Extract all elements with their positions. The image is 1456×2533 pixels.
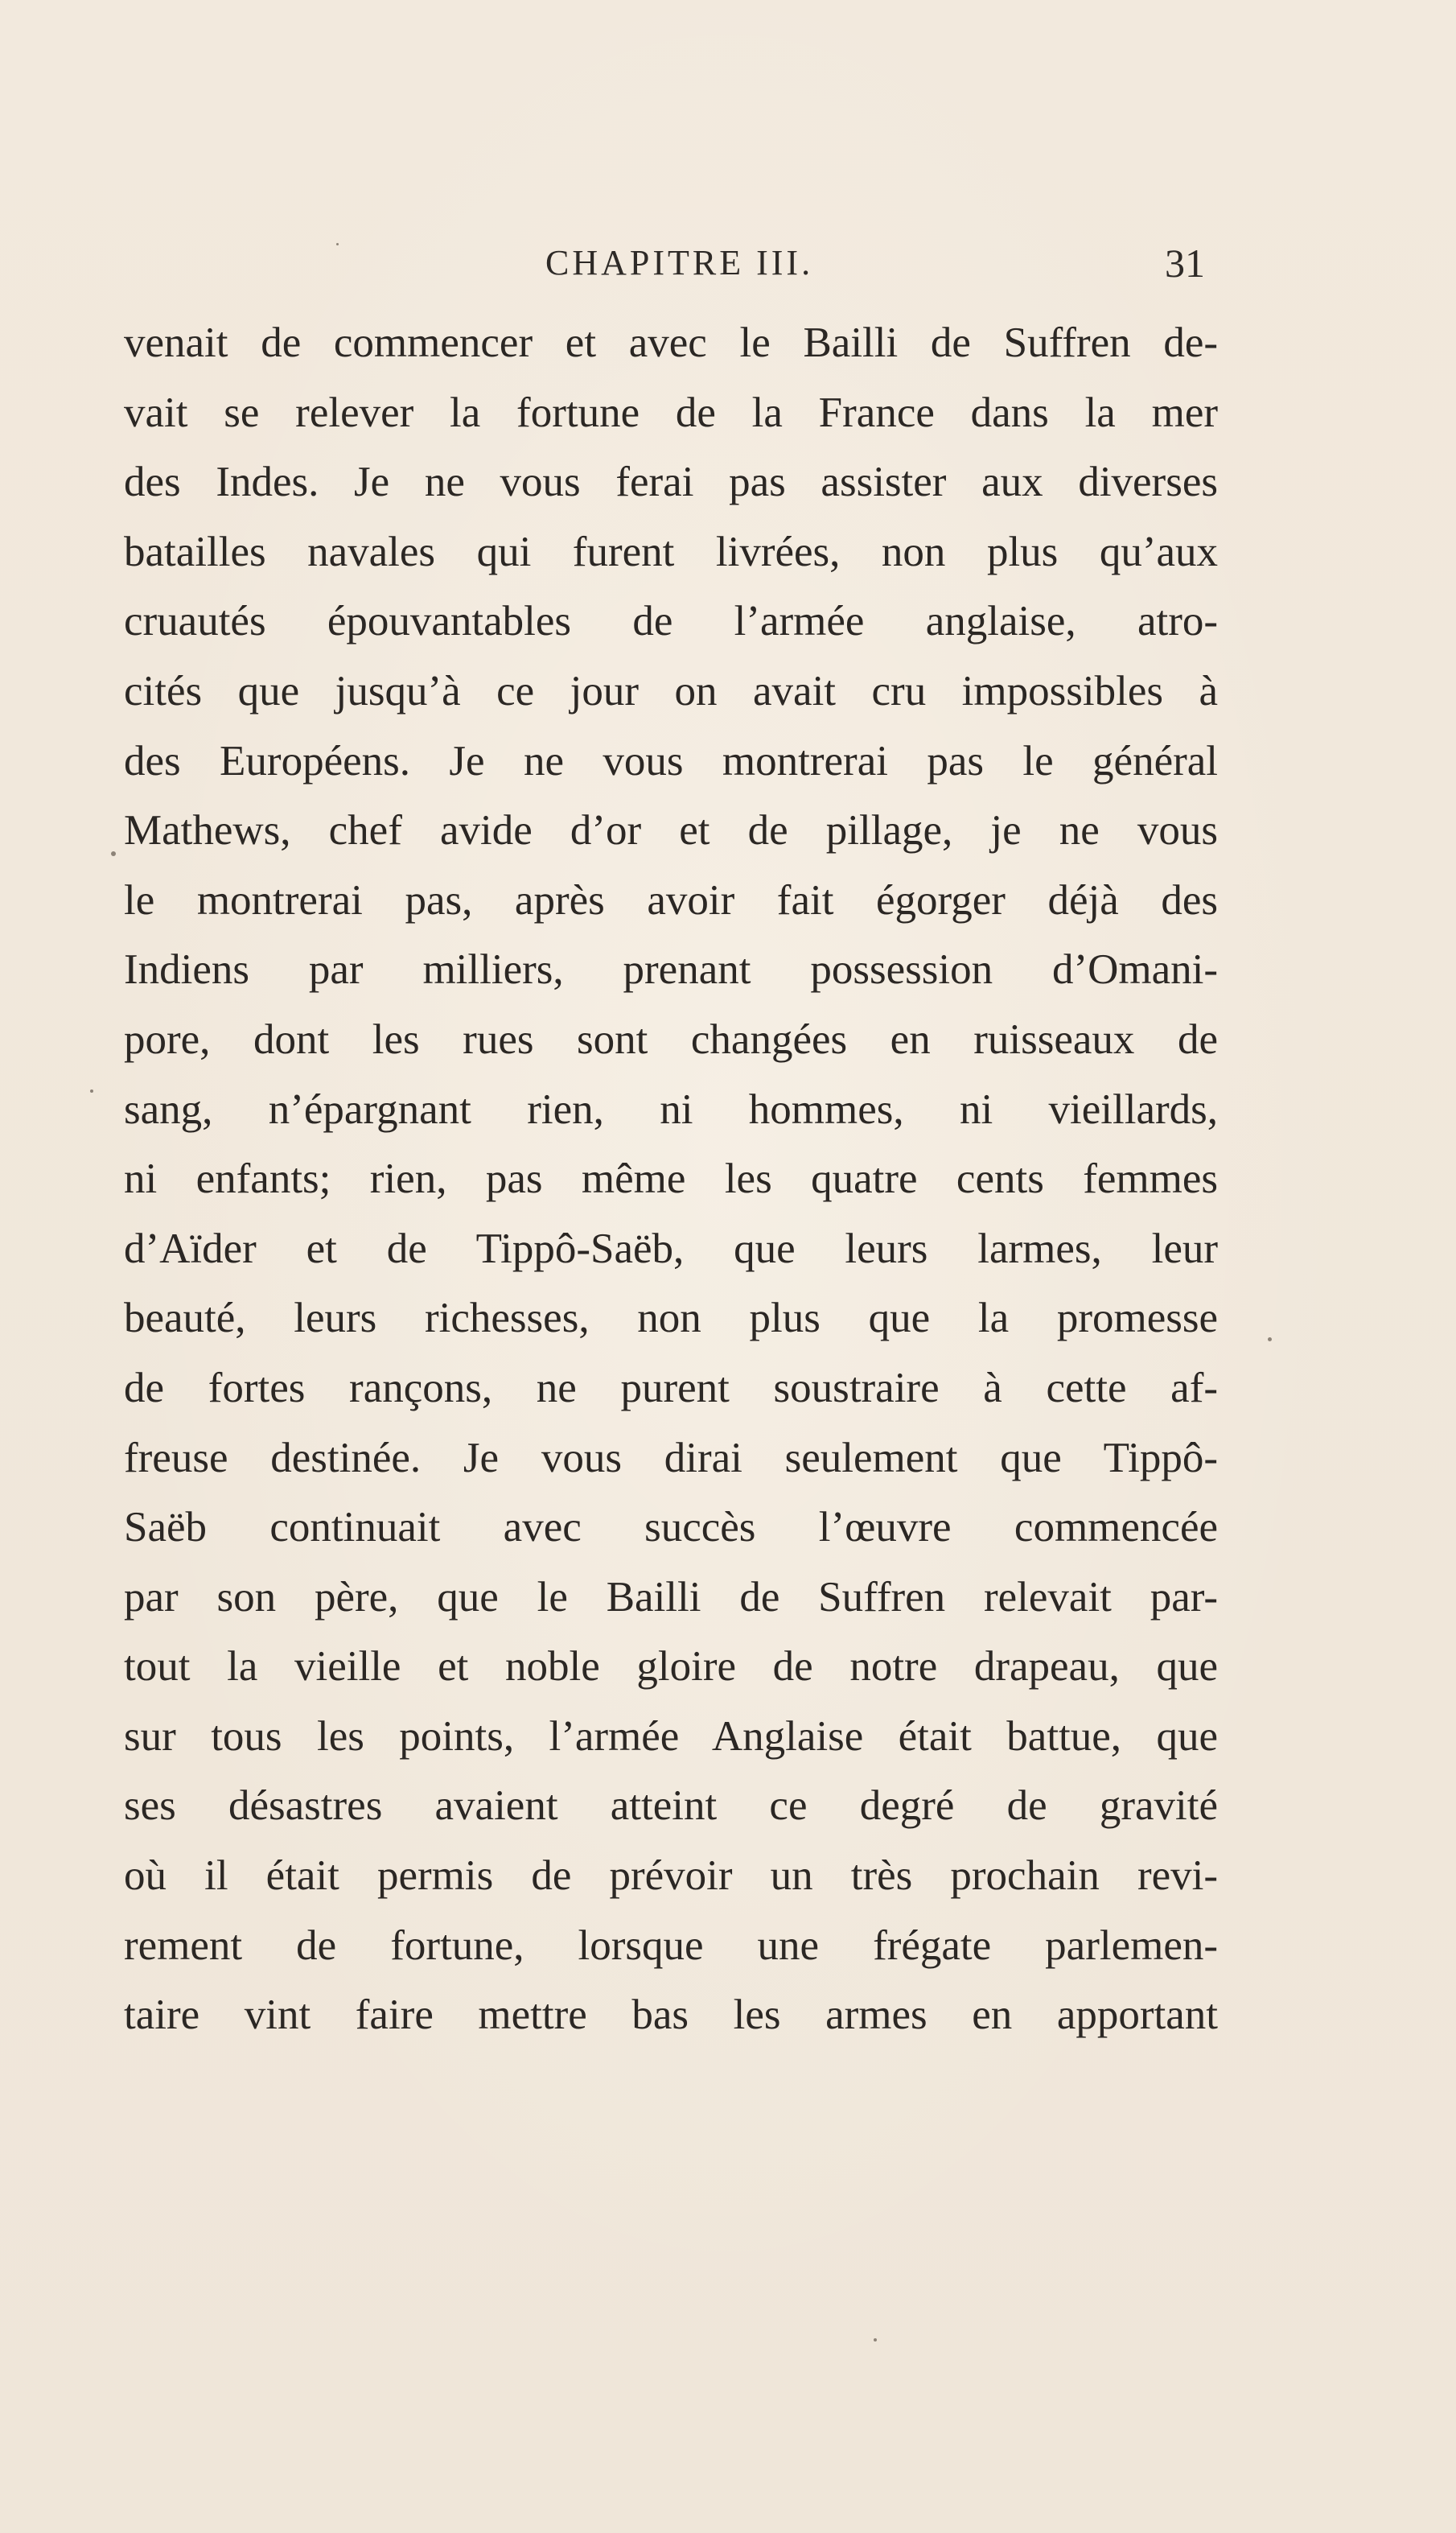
text-line: ses désastres avaient atteint ce degré de gravité: [124, 1782, 1218, 1830]
paper-speck: [874, 2338, 877, 2341]
text-line: ni enfants; rien, pas même les quatre cents femmes: [124, 1155, 1218, 1203]
chapter-title: CHAPITRE III.: [545, 243, 814, 282]
text-line: cités que jusqu’à ce jour on avait cru impossibles à: [124, 667, 1218, 715]
paper-speck: [1268, 1337, 1272, 1341]
text-line: taire vint faire mettre bas les armes en apportant: [124, 1991, 1218, 2039]
text-line: freuse destinée. Je vous dirai seulement que Tippô-: [124, 1434, 1218, 1481]
text-line: des Indes. Je ne vous ferai pas assister aux diverses: [124, 459, 1218, 506]
text-line: de fortes rançons, ne purent soustraire à cette af-: [124, 1364, 1218, 1411]
body-text: [124, 308, 1218, 2050]
paper-speck: [336, 243, 339, 245]
text-line: rement de fortune, lorsque une frégate parlemen-: [124, 1921, 1218, 1969]
text-line: le montrerai pas, après avoir fait égorger déjà des: [124, 876, 1218, 924]
text-line: vait se relever la fortune de la France dans la mer: [124, 389, 1218, 436]
running-head: [0, 235, 1456, 291]
text-line: sang, n’épargnant rien, ni hommes, ni vieillards,: [124, 1085, 1218, 1133]
text-line: venait de commencer et avec le Bailli de Suffren de-: [124, 319, 1218, 366]
text-line: sur tous les points, l’armée Anglaise était battue, que: [124, 1712, 1218, 1760]
paper-speck: [111, 851, 116, 856]
text-line: tout la vieille et noble gloire de notre drapeau, que: [124, 1643, 1218, 1691]
text-line: Mathews, chef avide d’or et de pillage, je ne vous: [124, 807, 1218, 855]
text-line: par son père, que le Bailli de Suffren relevait par-: [124, 1573, 1218, 1621]
text-line: des Européens. Je ne vous montrerai pas le général: [124, 737, 1218, 785]
text-line: Saëb continuait avec succès l’œuvre commencée: [124, 1504, 1218, 1551]
text-line: cruautés épouvantables de l’armée anglaise, atro-: [124, 598, 1218, 645]
page-number: 31: [1165, 241, 1205, 286]
text-line: pore, dont les rues sont changées en ruisseaux de: [124, 1015, 1218, 1063]
text-line: d’Aïder et de Tippô-Saëb, que leurs larmes, leur: [124, 1225, 1218, 1272]
text-line: où il était permis de prévoir un très prochain revi-: [124, 1852, 1218, 1900]
text-line: beauté, leurs richesses, non plus que la promesse: [124, 1295, 1218, 1342]
text-line: Indiens par milliers, prenant possession d’Omani-: [124, 946, 1218, 994]
paper-speck: [90, 1089, 93, 1093]
text-line: batailles navales qui furent livrées, non plus qu’aux: [124, 528, 1218, 575]
